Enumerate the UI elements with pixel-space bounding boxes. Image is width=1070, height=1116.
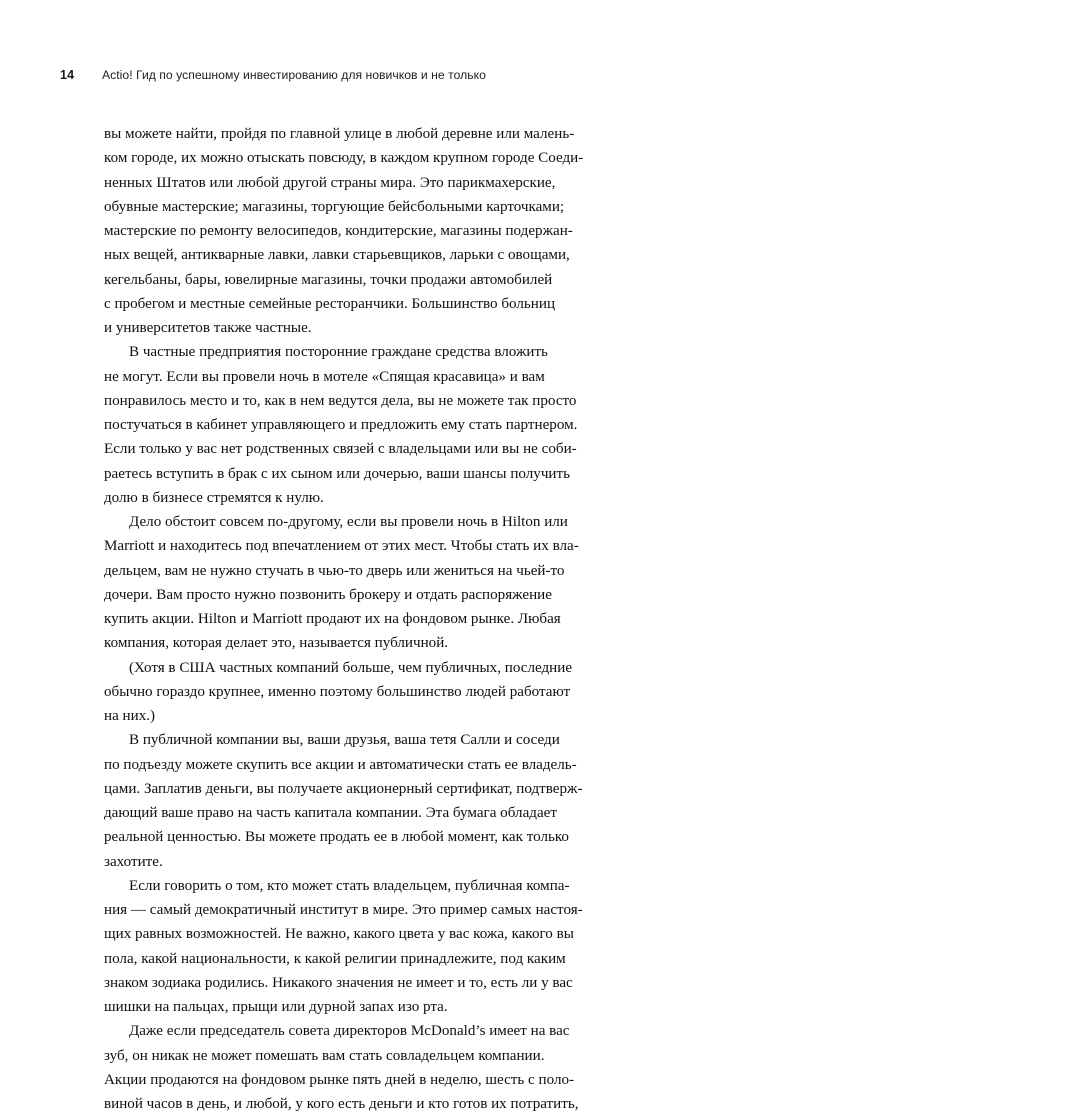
text-line: Если только у вас нет родственных связей с владельцами или вы не соби- (104, 441, 577, 458)
text-line: не могут. Если вы провели ночь в мотеле «Спящая красавица» и вам (104, 368, 545, 385)
text-line: Акции продаются на фондовом рынке пять дней в неделю, шесть с поло- (104, 1071, 575, 1088)
paragraph (104, 874, 591, 1020)
text-line: дельцем, вам не нужно стучать в чью-то дверь или жениться на чьей-то (104, 562, 565, 579)
running-head (60, 68, 635, 88)
paragraph (104, 510, 591, 656)
paragraph (104, 122, 591, 340)
text-line: ненных Штатов или любой другой страны мира. Это парикмахерские, (104, 174, 556, 191)
text-line: мастерские по ремонту велосипедов, кондитерские, магазины подержан- (104, 223, 573, 239)
text-line: дающий ваше право на часть капитала компании. Эта бумага обладает (104, 805, 557, 821)
text-line: на них.) (104, 708, 156, 724)
text-line: и университетов также частные. (104, 320, 312, 336)
text-line: реальной ценностью. Вы можете продать ее в любой момент, как только (104, 829, 569, 846)
text-line: Дело обстоит совсем по-другому, если вы провели ночь в Hilton или (129, 514, 568, 530)
text-line: обычно гораздо крупнее, именно поэтому большинство людей работают (104, 683, 571, 700)
text-line: Marriott и находитесь под впечатлением от этих мест. Чтобы стать их вла- (104, 538, 579, 555)
paragraph (104, 656, 591, 729)
text-line: обувные мастерские; магазины, торгующие бейсбольными карточками; (104, 198, 565, 215)
text-line: цами. Заплатив деньги, вы получаете акционерный сертификат, подтверж- (104, 780, 583, 797)
text-line: (Хотя в США частных компаний больше, чем публичных, последние (129, 659, 573, 676)
running-title: Actio! Гид по успешному инвестированию для новичков и не только (102, 68, 486, 82)
text-line: захотите. (104, 853, 163, 870)
text-line: ния — самый демократичный институт в мире. Это пример самых настоя- (104, 902, 583, 918)
text-line: раетесь вступить в брак с их сыном или дочерью, ваши шансы получить (104, 465, 570, 482)
text-line: по подъезду можете скупить все акции и автоматически стать ее владель- (104, 756, 577, 773)
text-line: шишки на пальцах, прыщи или дурной запах изо рта. (104, 999, 448, 1015)
text-line: кегельбаны, бары, ювелирные магазины, точки продажи автомобилей (104, 271, 553, 288)
paragraph (104, 1019, 591, 1116)
text-line: щих равных возможностей. Не важно, какого цвета у вас кожа, какого вы (104, 926, 574, 943)
paragraph (104, 340, 591, 510)
text-line: постучаться в кабинет управляющего и предложить ему стать партнером. (104, 417, 578, 433)
text-line: долю в бизнесе стремятся к нулю. (104, 489, 324, 506)
text-line: В публичной компании вы, ваши друзья, ваша тетя Салли и соседи (129, 732, 560, 749)
page-number: 14 (60, 68, 75, 82)
text-line: Даже если председатель совета директоров McDonald’s имеет на вас (129, 1023, 570, 1040)
text-line: Если говорить о том, кто может стать владельцем, публичная компа- (129, 877, 570, 894)
text-line: зуб, он никак не может помешать вам стать совладельцем компании. (104, 1047, 545, 1064)
text-line: понравилось место и то, как в нем ведутся дела, вы не можете так просто (104, 392, 577, 409)
text-line: ных вещей, антикварные лавки, лавки старьевщиков, ларьки с овощами, (104, 247, 570, 264)
text-line: В частные предприятия посторонние граждане средства вложить (129, 344, 548, 361)
text-line: с пробегом и местные семейные ресторанчики. Большинство больниц (104, 295, 556, 312)
body-text-block (104, 122, 591, 1116)
paragraph (104, 728, 591, 874)
text-line: компания, которая делает это, называется публичной. (104, 635, 449, 652)
text-line: ком городе, их можно отыскать повсюду, в каждом крупном городе Соеди- (104, 150, 584, 167)
text-line: пола, какой национальности, к какой религии принадлежите, под каким (104, 950, 566, 967)
text-line: вы можете найти, пройдя по главной улице в любой деревне или малень- (104, 126, 575, 142)
text-line: знаком зодиака родились. Никакого значения не имеет и то, есть ли у вас (104, 974, 573, 991)
text-line: купить акции. Hilton и Marriott продают их на фондовом рынке. Любая (104, 611, 561, 627)
text-line: виной часов в день, и любой, у кого есть деньги и кто готов их потратить, (104, 1096, 579, 1112)
text-line: дочери. Вам просто нужно позвонить брокеру и отдать распоряжение (104, 586, 552, 603)
